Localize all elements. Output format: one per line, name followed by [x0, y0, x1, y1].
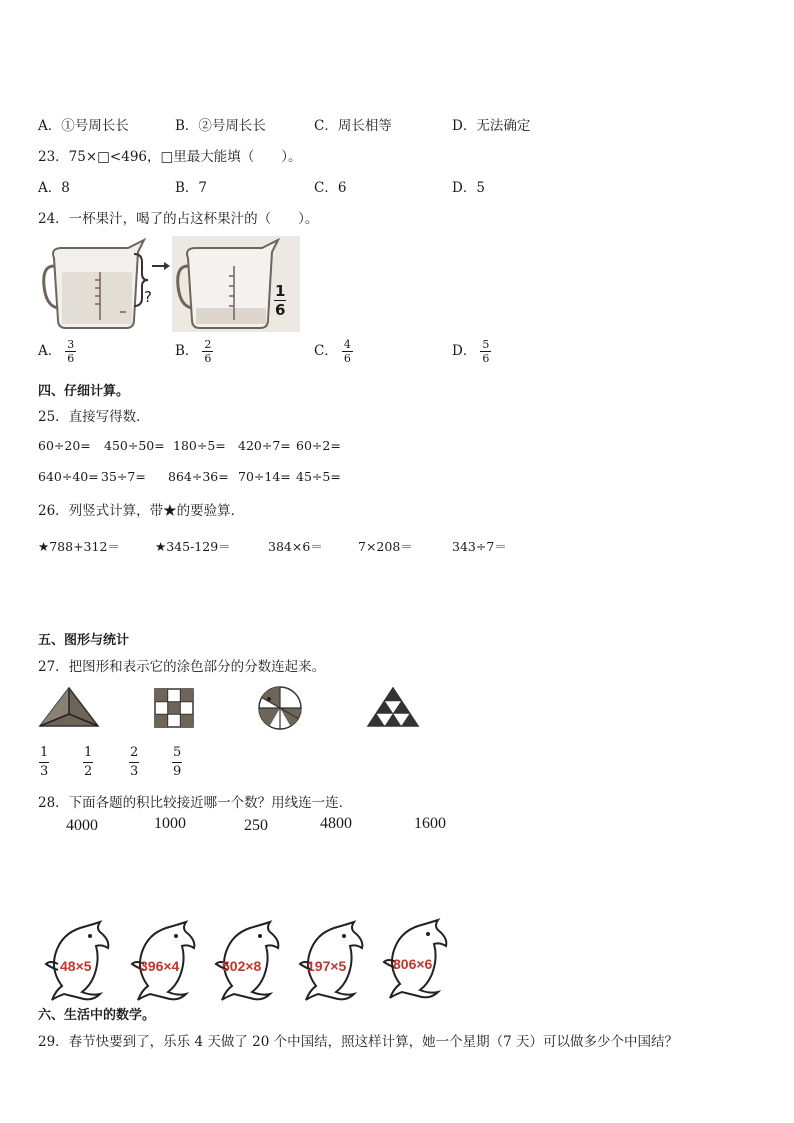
q24-option-b	[175, 338, 213, 365]
q24-option-d-label: D．	[452, 343, 477, 359]
nine-triangle-shape	[366, 686, 420, 732]
q22-option-d: D．无法确定	[452, 118, 531, 134]
q24-option-d-numerator: 5	[482, 338, 490, 351]
q27-fraction-3-denominator: 3	[130, 764, 139, 779]
q24-option-b-numerator: 2	[204, 338, 212, 351]
q22-option-a: A．①号周长长	[38, 118, 129, 134]
q27-fraction-2-denominator: 2	[84, 764, 93, 779]
q28-expression-3: 502×8	[222, 958, 262, 974]
q25-text: 25．直接写得数．	[38, 409, 150, 425]
q23-option-a: A．8	[38, 180, 70, 196]
triangle-shape	[38, 686, 100, 732]
q27-fraction-4	[172, 744, 182, 781]
q24-option-c-denominator: 6	[343, 352, 351, 365]
checker-square-shape	[154, 688, 194, 732]
section-6-heading: 六、生活中的数学。	[38, 1008, 156, 1023]
q24-option-a-label: A．	[38, 343, 62, 359]
q23-option-d: D．5	[452, 180, 485, 196]
q24-option-d-denominator: 6	[482, 352, 490, 365]
q24-option-c	[314, 338, 353, 365]
q28-expression-2: 396×4	[140, 958, 180, 974]
q28-text: 28．下面各题的积比较接近哪一个数？用线连一连．	[38, 795, 353, 811]
section-4-heading: 四、仔细计算。	[38, 384, 130, 399]
section-5-heading: 五、图形与统计	[38, 633, 130, 648]
q25-row2-item-1: 640÷40=	[38, 469, 99, 484]
q26-item-3: 384×6＝	[268, 539, 323, 554]
q27-fraction-2-numerator: 1	[83, 744, 93, 763]
q25-row2-item-3: 864÷36=	[168, 469, 229, 484]
q24-option-c-numerator: 4	[343, 338, 351, 351]
q28-number-4: 4800	[320, 815, 352, 832]
q25-row1-item-2: 450÷50=	[104, 438, 165, 453]
q23-option-b: B．7	[175, 180, 208, 196]
q22-option-c: C．周长相等	[314, 118, 392, 134]
q26-item-1: ★788+312＝	[38, 539, 120, 554]
q24-option-b-denominator: 6	[204, 352, 212, 365]
q26-item-4: 7×208＝	[358, 539, 413, 554]
q25-row2-item-5: 45÷5=	[296, 469, 341, 484]
q24-option-a-denominator: 6	[67, 352, 75, 365]
image-fraction-numerator: 1	[275, 282, 286, 300]
q26-text: 26．列竖式计算，带★的要验算．	[38, 503, 245, 519]
q27-fraction-1	[39, 744, 49, 781]
q27-fraction-2	[83, 744, 93, 781]
q27-fraction-4-numerator: 5	[172, 744, 182, 763]
q24-option-b-label: B．	[175, 343, 199, 359]
q23-text: 23．75×□<496，□里最大能填（ ）。	[38, 149, 302, 165]
q24-text: 24．一杯果汁，喝了的占这杯果汁的（ ）。	[38, 211, 319, 227]
image-fraction	[274, 282, 286, 319]
q24-option-a-numerator: 3	[67, 338, 75, 351]
q24-option-d	[452, 338, 491, 365]
q25-row1-item-5: 60÷2=	[296, 438, 341, 453]
q28-number-3: 250	[244, 817, 268, 834]
q27-fraction-3	[129, 744, 139, 781]
q29-text: 29．春节快要到了，乐乐 4 天做了 20 个中国结，照这样计算，她一个星期（7 天）可以做多少个中国结？	[38, 1034, 678, 1050]
q22-option-b: B．②号周长长	[175, 118, 266, 134]
q28-number-2: 1000	[154, 815, 186, 832]
q25-row1-item-3: 180÷5=	[173, 438, 226, 453]
q27-fraction-4-denominator: 9	[173, 764, 182, 779]
q24-option-a	[38, 338, 76, 365]
q27-text: 27．把图形和表示它的涂色部分的分数连起来。	[38, 659, 326, 675]
pie-circle-shape	[257, 685, 303, 735]
q28-expression-4: 197×5	[307, 958, 347, 974]
q26-item-2: ★345-129＝	[155, 539, 231, 554]
q28-number-5: 1600	[414, 815, 446, 832]
q28-number-1: 4000	[66, 817, 98, 834]
q25-row2-item-4: 70÷14=	[238, 469, 291, 484]
q26-item-5: 343÷7＝	[452, 539, 507, 554]
juice-cups-image	[40, 236, 300, 332]
q24-option-c-label: C．	[314, 343, 338, 359]
q28-expression-5: 806×6	[393, 956, 433, 972]
image-fraction-denominator: 6	[275, 301, 286, 319]
q25-row2-item-2: 35÷7=	[101, 469, 146, 484]
q27-fraction-1-denominator: 3	[40, 764, 49, 779]
q25-row1-item-1: 60÷20=	[38, 438, 91, 453]
q27-fraction-3-numerator: 2	[129, 744, 139, 763]
q28-expression-1: 48×5	[60, 958, 92, 974]
q27-fraction-1-numerator: 1	[39, 744, 49, 763]
q23-option-c: C．6	[314, 180, 347, 196]
q25-row1-item-4: 420÷7=	[238, 438, 291, 453]
question-mark-label: ?	[144, 288, 152, 306]
